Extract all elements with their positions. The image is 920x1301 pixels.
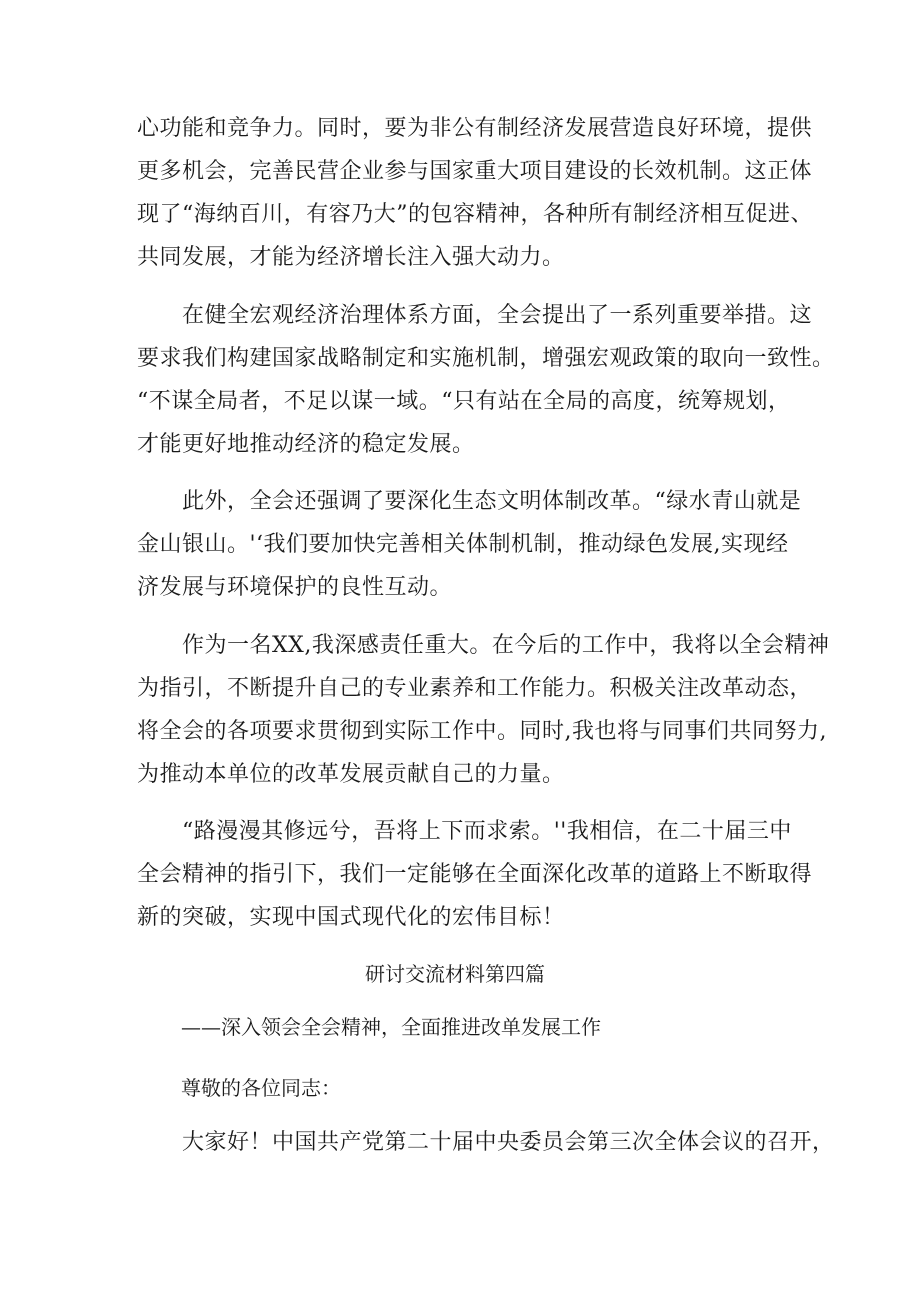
paragraph-3-line-2: 金山银山。'‘我们要加快完善相关体制机制，推动绿色发展,实现经 [137,532,789,557]
paragraph-4-line-1: 作为一名XX,我深感责任重大。在今后的工作中，我将以全会精神 [182,633,830,658]
opening-line: 大家好！中国共产党第二十届中央委员会第三次全体会议的召开， [182,1130,835,1155]
paragraph-1-line-2: 更多机会，完善民营企业参与国家重大项目建设的长效机制。这正体 [137,159,813,184]
section-subtitle: ——深入领会全会精神，全面推进改单发展工作 [181,1015,601,1039]
salutation: 尊敬的各位同志： [181,1076,341,1100]
paragraph-5-line-3: 新的突破，实现中国式现代化的宏伟目标！ [137,905,565,930]
paragraph-5-line-2: 全会精神的指引下，我们一定能够在全面深化改革的道路上不断取得 [137,862,813,887]
paragraph-2-line-1: 在健全宏观经济治理体系方面，全会提出了一系列重要举措。这 [182,303,813,328]
paragraph-2-line-3: “不谋全局者，不足以谋一域。“只有站在全局的高度，统筹规划， [137,389,791,414]
paragraph-1-line-4: 共同发展，才能为经济增长注入强大动力。 [137,245,565,270]
paragraph-2-line-2: 要求我们构建国家战略制定和实施机制，增强宏观政策的取向一致性。 [137,346,835,371]
paragraph-3-line-1: 此外，全会还强调了要深化生态文明体制改革。“绿水青山就是 [182,489,802,514]
paragraph-3-line-3: 济发展与环境保护的良性互动。 [137,575,453,600]
paragraph-1-line-3: 现了“海纳百川，有容乃大”的包容精神，各种所有制经济相互促进、 [137,202,813,227]
paragraph-1-line-1: 心功能和竞争力。同时，要为非公有制经济发展营造良好环境，提供 [137,116,813,141]
section-title: 研讨交流材料第四篇 [365,962,545,986]
paragraph-4-line-4: 为推动本单位的改革发展贡献自己的力量。 [137,762,565,787]
paragraph-4-line-3: 将全会的各项要求贯彻到实际工作中。同时,我也将与同事们共同努力, [137,719,827,744]
paragraph-2-line-4: 才能更好地推动经济的稳定发展。 [137,432,475,457]
paragraph-4-line-2: 为指引，不断提升自己的专业素养和工作能力。积极关注改革动态， [137,676,813,701]
paragraph-5-line-1: “路漫漫其修远兮，吾将上下而求索。''我相信，在二十届三中 [182,819,792,844]
